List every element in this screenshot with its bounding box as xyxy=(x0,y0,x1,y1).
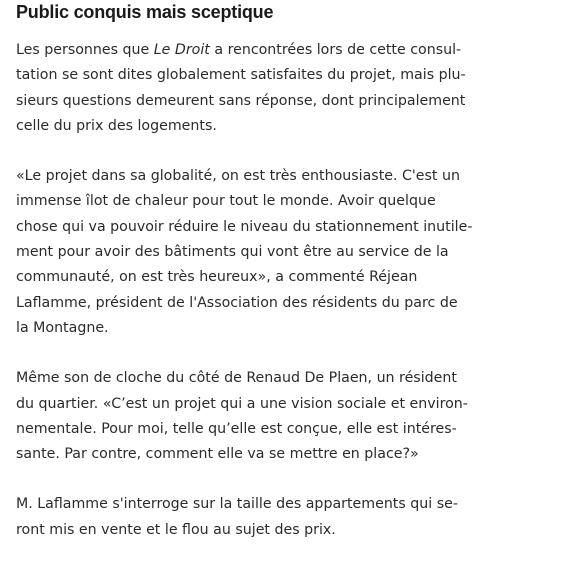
paragraph-quote-laflamme xyxy=(16,164,556,341)
paragraph-line: la Montagne. xyxy=(16,319,109,336)
paragraph-line: «Le projet dans sa globalité, on est très enthousiaste. C'est un xyxy=(16,168,460,185)
paragraph-line: du quartier. «C’est un projet qui a une vision sociale et environ- xyxy=(16,395,468,412)
paragraph-line: communauté, on est très heureux», a commenté Réjean xyxy=(16,269,418,286)
paragraph-quote-de-plaen xyxy=(16,366,556,467)
paragraph-line: immense îlot de chaleur pour tout le monde. Avoir quelque xyxy=(16,193,436,210)
paragraph-line: sante. Par contre, comment elle va se mettre en place?» xyxy=(16,446,419,463)
line-text: Les personnes que xyxy=(16,42,154,58)
paragraph-line: M. Laflamme s'interroge sur la taille des appartements qui se- xyxy=(16,496,458,513)
paragraph-line xyxy=(16,38,556,63)
section-heading: Public conquis mais sceptique xyxy=(16,2,274,22)
paragraph-line: celle du prix des logements. xyxy=(16,117,217,134)
paragraph-line: nementale. Pour moi, telle qu’elle est conçue, elle est intéres- xyxy=(16,420,457,437)
line-text: a rencontrées lors de cette consul- xyxy=(209,42,462,58)
article xyxy=(16,0,556,543)
paragraph-line: ment pour avoir des bâtiments qui vont être au service de la xyxy=(16,244,449,261)
paragraph-line: Laflamme, président de l'Association des résidents du parc de xyxy=(16,294,458,311)
paragraph-consultation xyxy=(16,38,556,139)
paragraph-line: Même son de cloche du côté de Renaud De Plaen, un résident xyxy=(16,370,457,387)
paragraph-apartments xyxy=(16,492,556,543)
publication-name: Le Droit xyxy=(153,42,210,58)
paragraph-line: chose qui va pouvoir réduire le niveau du stationnement inutile- xyxy=(16,218,473,235)
paragraph-line: tation se sont dites globalement satisfaites du projet, mais plu- xyxy=(16,67,466,84)
paragraph-line: ront mis en vente et le flou au sujet des prix. xyxy=(16,521,336,538)
paragraph-line: sieurs questions demeurent sans réponse, dont principalement xyxy=(16,92,466,109)
